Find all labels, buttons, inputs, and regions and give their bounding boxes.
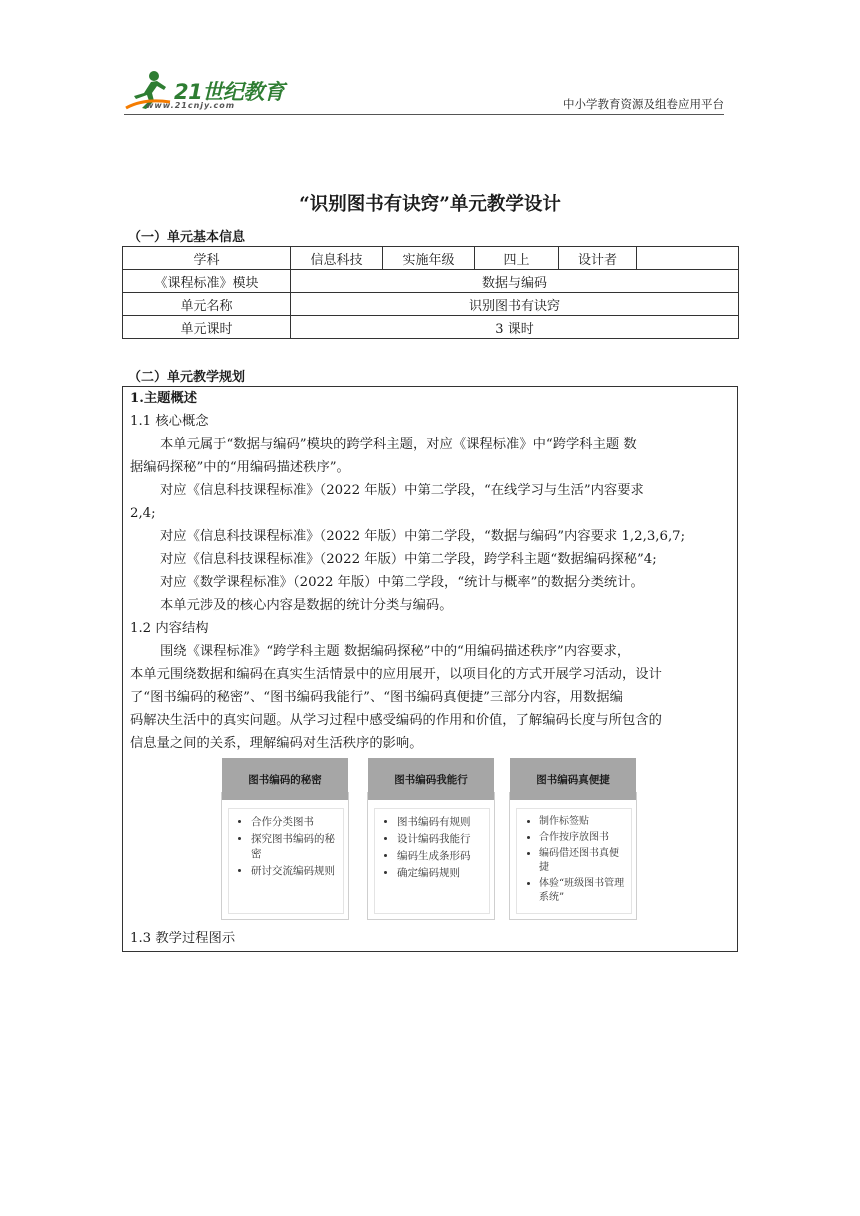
diagram-item-box — [374, 808, 490, 914]
topic-heading: 1.主题概述 — [130, 391, 198, 406]
table-cell: 四上 — [475, 247, 559, 270]
paragraph-line: 对应《信息科技课程标准》（2022 年版）中第二学段，“数据与编码”内容要求 1,2,3,6,7; — [160, 529, 686, 544]
diagram-column — [368, 758, 494, 920]
table-cell: 单元课时 — [123, 316, 291, 339]
diagram-item: • 确定编码规则 — [397, 866, 485, 881]
diagram-item: • 合作分类图书 — [251, 815, 339, 830]
diagram-column — [510, 758, 636, 920]
paragraph-line: 了“图书编码的秘密”、“图书编码我能行”、“图书编码真便捷”三部分内容，用数据编 — [130, 690, 623, 705]
subheading-core-concept: 1.1 核心概念 — [130, 414, 209, 429]
table-cell: 学科 — [123, 247, 291, 270]
logo-text: 21世纪教育 — [174, 80, 285, 104]
diagram-item-box — [228, 808, 344, 914]
table-cell: 3 课时 — [291, 316, 739, 339]
paragraph-line: 据编码探秘”中的“用编码描述秩序”。 — [130, 460, 350, 475]
diagram-column-title: 图书编码我能行 — [368, 758, 494, 800]
table-cell: 单元名称 — [123, 293, 291, 316]
subheading-teaching-process: 1.3 教学过程图示 — [130, 931, 236, 946]
diagram-item: • 图书编码有规则 — [397, 815, 485, 830]
paragraph-line: 本单元属于“数据与编码”模块的跨学科主题，对应《课程标准》中“跨学科主题 数 — [160, 437, 637, 452]
diagram-item: • 制作标签贴 — [539, 815, 627, 829]
diagram-item-list — [229, 809, 343, 879]
paragraph-line: 2,4; — [130, 506, 156, 521]
subheading-content-structure: 1.2 内容结构 — [130, 621, 209, 636]
table-row — [123, 247, 739, 270]
section-heading-basic-info: （一）单元基本信息 — [128, 230, 246, 245]
diagram-item-box — [516, 808, 632, 914]
section-heading-planning: （二）单元教学规划 — [128, 370, 246, 385]
diagram-column-title: 图书编码真便捷 — [510, 758, 636, 800]
diagram-item: • 设计编码我能行 — [397, 832, 485, 847]
table-cell: 《课程标准》模块 — [123, 270, 291, 293]
diagram-item: • 体验“班级图书管理系统” — [539, 877, 627, 905]
table-row — [123, 316, 739, 339]
paragraph-line: 对应《数学课程标准》（2022 年版）中第二学段，“统计与概率”的数据分类统计。 — [160, 575, 644, 590]
table-cell — [637, 247, 739, 270]
table-cell: 识别图书有诀窍 — [291, 293, 739, 316]
paragraph-line: 码解决生活中的真实问题。从学习过程中感受编码的作用和价值，了解编码长度与所包含的 — [130, 713, 662, 728]
logo-url: www.21cnjy.com — [146, 101, 236, 110]
page-header — [124, 68, 724, 116]
page-title: “识别图书有诀窍”单元教学设计 — [299, 194, 561, 215]
table-row — [123, 270, 739, 293]
paragraph-line: 信息量之间的关系，理解编码对生活秩序的影响。 — [130, 736, 423, 751]
diagram-item: • 研讨交流编码规则 — [251, 864, 339, 879]
diagram-item: • 编码生成条形码 — [397, 849, 485, 864]
diagram-column-body — [509, 792, 637, 920]
diagram-column — [222, 758, 348, 920]
diagram-item: • 探究图书编码的秘密 — [251, 832, 339, 862]
table-cell: 设计者 — [559, 247, 637, 270]
content-structure-diagram — [222, 758, 640, 920]
diagram-item: • 合作按序放图书 — [539, 831, 627, 845]
table-cell: 数据与编码 — [291, 270, 739, 293]
paragraph-line: 本单元围绕数据和编码在真实生活情景中的应用展开，以项目化的方式开展学习活动，设计 — [130, 667, 662, 682]
table-row — [123, 293, 739, 316]
diagram-item-list — [375, 809, 489, 881]
diagram-item-list — [517, 809, 631, 905]
diagram-column-body — [221, 792, 349, 920]
platform-name: 中小学教育资源及组卷应用平台 — [563, 97, 724, 111]
paragraph-line: 本单元涉及的核心内容是数据的统计分类与编码。 — [160, 598, 453, 613]
paragraph-line: 对应《信息科技课程标准》（2022 年版）中第二学段，跨学科主题“数据编码探秘”4; — [160, 552, 657, 567]
diagram-column-body — [367, 792, 495, 920]
table-cell: 实施年级 — [383, 247, 475, 270]
logo — [124, 68, 294, 114]
diagram-item: • 编码借还图书真便捷 — [539, 847, 627, 875]
paragraph-line: 围绕《课程标准》“跨学科主题 数据编码探秘”中的“用编码描述秩序”内容要求， — [160, 644, 631, 659]
table-cell: 信息科技 — [291, 247, 383, 270]
basic-info-table — [122, 246, 739, 339]
paragraph-line: 对应《信息科技课程标准》（2022 年版）中第二学段，“在线学习与生活”内容要求 — [160, 483, 644, 498]
header-divider — [124, 114, 724, 115]
diagram-column-title: 图书编码的秘密 — [222, 758, 348, 800]
